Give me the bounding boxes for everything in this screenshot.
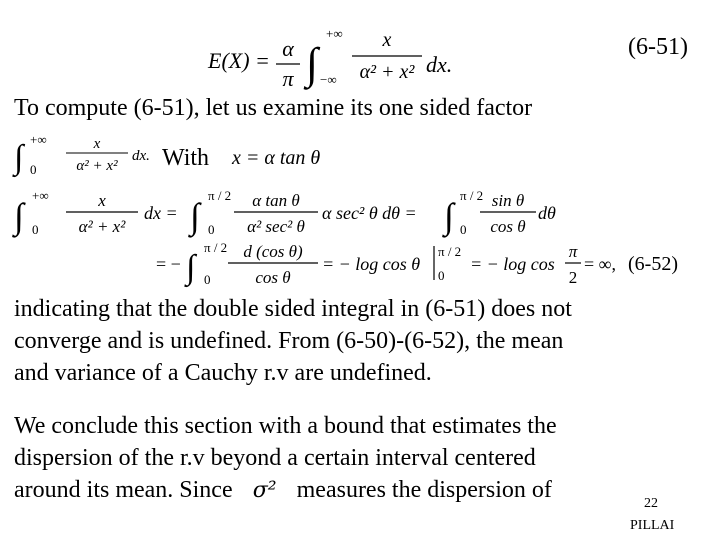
paragraph-line: We conclude this section with a bound that estimates the <box>14 413 557 439</box>
step1-lower-limit-1: 0 <box>32 222 39 237</box>
sigma-squared: σ² <box>252 478 277 503</box>
paragraph-line-start: around its mean. Since <box>14 477 233 503</box>
step2-pi-numerator: π <box>568 242 578 261</box>
step1-lower-limit-3: 0 <box>460 222 467 237</box>
one-sided-integral-sign: ∫ <box>14 139 24 176</box>
step2-lead: = − <box>156 254 181 274</box>
equation-6-51 <box>200 18 480 91</box>
step1-lower-limit-2: 0 <box>208 222 215 237</box>
paragraph-line: converge and is undefined. From (6-50)-(6-52), the mean <box>14 328 564 354</box>
eq651-denominator: α² + x² <box>359 61 415 83</box>
substitution <box>232 142 372 174</box>
paragraph-line: dispersion of the r.v beyond a certain interval centered <box>14 445 536 471</box>
one-sided-upper-limit: +∞ <box>30 132 47 147</box>
step1-integral-sign-2: ∫ <box>190 196 200 236</box>
eq651-dx: dx. <box>426 52 453 77</box>
step1-numerator-3: sin θ <box>491 191 525 210</box>
with-label: With <box>162 145 210 171</box>
step2-result: = ∞, <box>584 254 616 274</box>
one-sided-integral <box>14 130 164 180</box>
step1-denominator-3: cos θ <box>490 217 526 236</box>
eq651-numerator: x <box>382 29 392 51</box>
step1-dtheta: dθ <box>538 203 556 223</box>
paragraph-bound <box>14 410 704 507</box>
step2-bar-upper: π / 2 <box>438 244 462 259</box>
step1-integral-sign-3: ∫ <box>444 196 454 236</box>
step2-lower-limit: 0 <box>204 272 211 287</box>
equation-number-6-51: (6-51) <box>628 34 688 60</box>
paragraph-conclusion <box>14 293 704 389</box>
one-sided-lower-limit: 0 <box>30 162 37 177</box>
paragraph-line <box>14 474 704 507</box>
step2-integral-sign: ∫ <box>186 249 196 286</box>
step1-denominator-1: α² + x² <box>78 217 126 236</box>
eq651-coef-denominator: π <box>282 66 294 91</box>
step1-numerator-1: x <box>98 191 106 210</box>
paragraph-line: indicating that the double sided integral in (6-51) does not <box>14 296 572 322</box>
eq651-integral-sign: ∫ <box>306 39 319 88</box>
step2-numerator: d (cos θ) <box>243 242 303 261</box>
one-sided-dx: dx. <box>132 148 150 164</box>
one-sided-denominator: α² + x² <box>76 158 118 174</box>
step1-upper-limit-2: π / 2 <box>208 188 232 203</box>
step1-upper-limit-1: +∞ <box>32 188 49 203</box>
paragraph-line-end: measures the dispersion of <box>296 477 552 503</box>
eq651-upper-limit: +∞ <box>326 26 343 41</box>
eq651-lhs: E(X) = <box>208 48 270 73</box>
one-sided-numerator: x <box>93 136 101 152</box>
paragraph-line: and variance of a Cauchy r.v are undefined. <box>14 360 432 386</box>
step1-integral-sign-1: ∫ <box>14 196 24 236</box>
eq651-coef-numerator: α <box>282 36 294 61</box>
step2-evaluation: = − log cos θ <box>322 254 421 274</box>
step2-denominator: cos θ <box>255 268 291 287</box>
footer-author: PILLAI <box>630 518 675 533</box>
page-number: 22 <box>644 496 658 511</box>
step1-middle: α sec² θ dθ = <box>322 203 417 223</box>
eq651-lower-limit: −∞ <box>320 72 337 87</box>
step2-rhs: = − log cos <box>470 254 555 274</box>
equation-number-6-52: (6-52) <box>628 253 678 275</box>
step1-dx: dx = <box>144 203 178 223</box>
step1-denominator-2: α² sec² θ <box>247 217 305 236</box>
step1-upper-limit-3: π / 2 <box>460 188 484 203</box>
equation-step-1 <box>14 186 574 242</box>
intro-text: To compute (6-51), let us examine its one sided factor <box>14 95 533 121</box>
substitution-text: x = α tan θ <box>232 147 321 169</box>
equation-step-2 <box>152 238 632 290</box>
step1-numerator-2: α tan θ <box>252 191 300 210</box>
step2-bar-lower: 0 <box>438 268 445 283</box>
step2-upper-limit: π / 2 <box>204 240 228 255</box>
step2-pi-denominator: 2 <box>568 268 578 287</box>
